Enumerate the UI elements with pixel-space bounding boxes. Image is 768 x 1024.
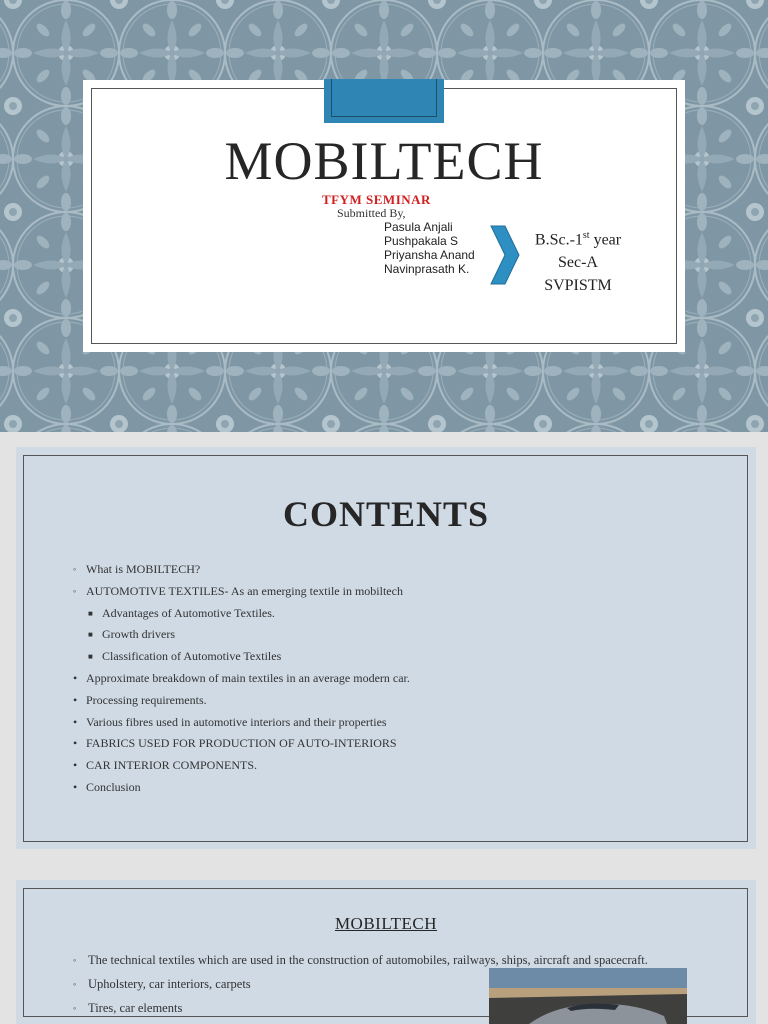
circle-bullet-icon: ◦: [73, 955, 77, 965]
author-name: Pasula Anjali: [384, 220, 453, 234]
title-accent-tab: [324, 79, 444, 123]
contents-item-text: FABRICS USED FOR PRODUCTION OF AUTO-INTERIORS: [86, 736, 397, 751]
contents-item: [73, 777, 410, 799]
contents-item: [73, 581, 410, 603]
author-name: Pushpakala S: [384, 234, 459, 248]
contents-item-text: Advantages of Automotive Textiles.: [102, 605, 275, 620]
contents-item-text: Conclusion: [86, 779, 141, 794]
mobiltech-slide: [16, 880, 756, 1024]
circle-bullet-icon: ◦: [73, 564, 77, 574]
contents-item: [73, 646, 410, 668]
square-bullet-icon: ■: [88, 652, 93, 662]
author-name: Navinprasath K.: [384, 262, 470, 276]
author-list: [384, 220, 475, 276]
presentation-title: MOBILTECH: [224, 131, 544, 191]
square-bullet-icon: ■: [88, 630, 93, 640]
mobiltech-bullet-text: The technical textiles which are used in the construction of automobiles, railways, ships, aircraft and spacecraft.: [88, 953, 648, 967]
contents-item-text: Approximate breakdown of main textiles in an average modern car.: [86, 670, 410, 685]
dot-bullet-icon: •: [73, 714, 78, 729]
car-photo: [489, 968, 687, 1024]
contents-item-text: Classification of Automotive Textiles: [102, 649, 282, 664]
dot-bullet-icon: •: [73, 736, 78, 751]
mobiltech-bullet-text: Upholstery, car interiors, carpets: [88, 977, 251, 991]
chevron-right-icon: [490, 225, 520, 285]
mobiltech-bullet-text: Tires, car elements: [88, 1001, 183, 1015]
contents-item: [73, 668, 410, 690]
square-bullet-icon: ■: [88, 608, 93, 618]
course-year: B.Sc.-1st year: [534, 230, 622, 249]
mobiltech-heading: MOBILTECH: [334, 914, 438, 933]
contents-item-text: Various fibres used in automotive interiors and their properties: [86, 714, 387, 729]
contents-item: [73, 712, 410, 734]
contents-item-text: What is MOBILTECH?: [86, 562, 201, 576]
dot-bullet-icon: •: [73, 779, 78, 794]
author-name: Priyansha Anand: [384, 248, 475, 262]
circle-bullet-icon: ◦: [73, 1003, 77, 1013]
contents-item: [73, 690, 410, 712]
contents-item-text: AUTOMOTIVE TEXTILES- As an emerging textile in mobiltech: [86, 583, 403, 598]
contents-item-text: Growth drivers: [102, 627, 175, 642]
course-info: [523, 224, 633, 297]
contents-title: CONTENTS: [282, 494, 490, 534]
title-card: [83, 80, 685, 352]
dot-bullet-icon: •: [73, 758, 78, 773]
circle-bullet-icon: ◦: [73, 585, 77, 596]
seminar-label: TFYM SEMINAR: [322, 192, 431, 207]
contents-list: [73, 559, 410, 799]
contents-item: [73, 624, 410, 646]
submitted-by-label: Submitted By,: [337, 206, 406, 220]
contents-item: [73, 559, 410, 581]
contents-item: [73, 733, 410, 755]
contents-item-text: Processing requirements.: [86, 692, 207, 707]
contents-item: [73, 755, 410, 777]
contents-item: [73, 603, 410, 625]
title-slide: [0, 0, 768, 432]
dot-bullet-icon: •: [73, 692, 78, 707]
course-section: Sec-A: [558, 254, 598, 272]
contents-slide: [16, 447, 756, 849]
contents-item-text: CAR INTERIOR COMPONENTS.: [86, 758, 258, 773]
circle-bullet-icon: ◦: [73, 979, 77, 989]
course-institute: SVPISTM: [544, 277, 612, 295]
car-photo-illustration: [489, 968, 687, 1024]
dot-bullet-icon: •: [73, 670, 78, 685]
